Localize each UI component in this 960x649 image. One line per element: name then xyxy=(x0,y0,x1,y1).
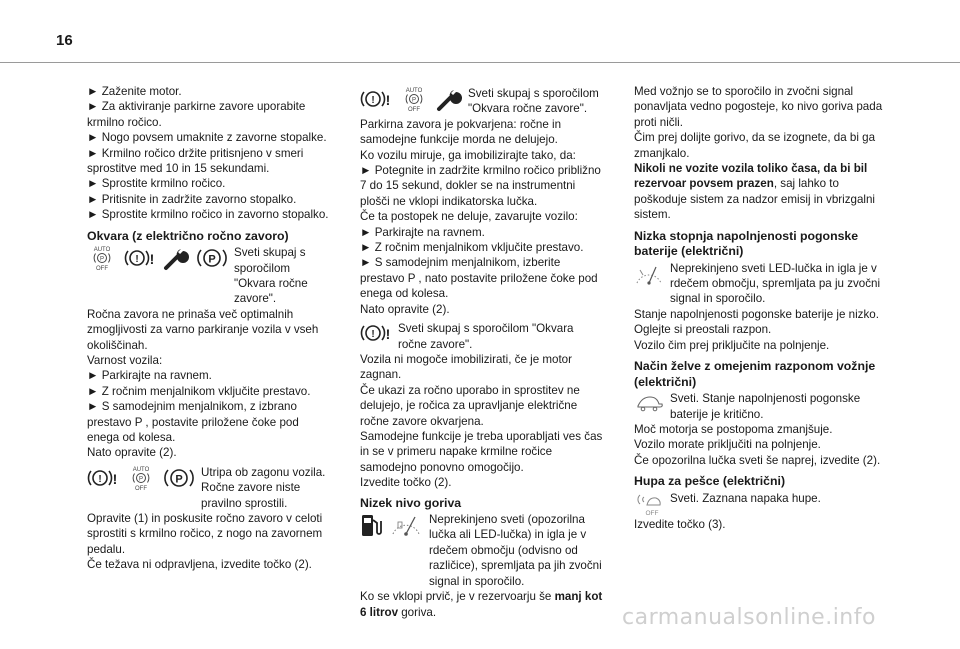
warning-text: Sveti. Stanje napolnjenosti pogonske baterije je kritično. xyxy=(670,392,861,421)
svg-text:P: P xyxy=(208,253,216,266)
svg-text:AUTO: AUTO xyxy=(405,88,423,94)
svg-text:OFF: OFF xyxy=(96,266,108,272)
watermark: carmanualsonline.info xyxy=(622,605,876,630)
warning-icons xyxy=(87,245,228,271)
fuel-pump-icon xyxy=(360,512,382,538)
warning-icons xyxy=(360,86,462,112)
brake-fault-icon xyxy=(360,321,392,345)
body-line: Če opozorilna lučka sveti še naprej, izvedite (2). xyxy=(634,453,881,467)
warning-icons xyxy=(634,261,664,287)
warning-text: Sveti skupaj s sporočilom "Okvara ročne zavore". xyxy=(468,87,599,116)
body-line: Izvedite točko (3). xyxy=(634,517,726,531)
auto-off-brake-icon xyxy=(87,245,117,271)
step-line: ► Krmilno ročico držite pritisnjeno v smeri sprostitve med 10 in 15 sekundami. xyxy=(87,146,304,176)
step-line: ► Parkirajte na ravnem. xyxy=(87,369,212,383)
emphasis: manj kot 6 litrov xyxy=(360,590,603,619)
header-rule xyxy=(0,62,960,63)
body-line: Stanje napolnjenosti pogonske baterije je nizko. Oglejte si preostali razpon. xyxy=(634,307,879,337)
warning-block xyxy=(634,391,888,422)
step-line: ► Z ročnim menjalnikom vključite prestavo. xyxy=(87,384,311,398)
emphasis: Nikoli ne vozite vozila toliko časa, da bi bil rezervoar povsem prazen xyxy=(634,162,868,191)
brake-fault-icon xyxy=(87,466,119,490)
warning-icons xyxy=(634,491,664,517)
body-line: Ročna zavora ne prinaša več optimalnih zmogljivosti za varno parkiranje vozila v vseh okoliščinah. xyxy=(87,307,319,352)
page-number: 16 xyxy=(56,32,73,49)
body-line: Ko se vklopi prvič, je v rezervoarju še manj kot 6 litrov goriva. xyxy=(360,590,603,619)
svg-text:P: P xyxy=(411,97,417,104)
warning-text: Sveti. Zaznana napaka hupe. xyxy=(670,491,821,505)
step-line: ► Sprostite krmilno ročico in zavorno stopalko. xyxy=(87,208,329,222)
section-heading-turtle-mode: Način želve z omejenim razponom vožnje (električni) xyxy=(634,359,876,389)
svg-text:!: ! xyxy=(135,254,139,266)
pedestrian-horn-off-icon xyxy=(634,491,664,517)
svg-text:OFF: OFF xyxy=(135,485,147,491)
svg-text:AUTO: AUTO xyxy=(93,247,111,254)
body-line: Med vožnjo se to sporočilo in zvočni signal ponavljata vedno pogosteje, ko nivo goriva pada proti ničli. xyxy=(634,85,883,129)
step-line: ► Z ročnim menjalnikom vključite prestavo. xyxy=(360,241,584,255)
body-line: Izvedite točko (2). xyxy=(360,476,452,490)
warning-block xyxy=(360,512,605,589)
battery-gauge-icon xyxy=(634,261,664,287)
body-line: Če ta postopek ne deluje, zavarujte vozilo: xyxy=(360,210,578,224)
warning-text: Utripa ob zagonu vozila. Ročne zavore niste pravilno sprostili. xyxy=(201,465,326,510)
warning-block xyxy=(87,465,332,511)
wrench-icon xyxy=(163,245,189,271)
step-line: ► S samodejnim menjalnikom, izberite prestavo P , nato postavite priložene čoke pod enega od kolesa. xyxy=(360,256,598,301)
body-line: Če težava ni odpravljena, izvedite točko (2). xyxy=(87,558,312,572)
column-1 xyxy=(87,84,332,573)
warning-text: Neprekinjeno sveti LED-lučka in igla je v rdečem območju, spremljata pa ju zvočni signal in sporočilo. xyxy=(670,261,881,306)
section-heading-fuel: Nizek nivo goriva xyxy=(360,495,462,510)
warning-block xyxy=(87,245,332,307)
brake-fault-icon xyxy=(360,87,392,111)
parking-brake-icon xyxy=(196,246,228,270)
step-line: ► Potegnite in zadržite krmilno ročico približno 7 do 15 sekund, dokler se na instrumentni plošči ne vklopi indikatorska lučka. xyxy=(360,164,601,208)
fuel-gauge-icon xyxy=(389,512,423,538)
warning-block xyxy=(634,491,888,517)
step-line: ► Parkirajte na ravnem. xyxy=(360,225,485,239)
svg-text:OFF: OFF xyxy=(408,107,420,112)
wrench-icon xyxy=(436,86,462,112)
step-line: ► Nogo povsem umaknite z zavorne stopalke. xyxy=(87,131,327,145)
body-line: Moč motorja se postopoma zmanjšuje. xyxy=(634,422,833,436)
warning-icons xyxy=(360,512,423,538)
svg-text:!: ! xyxy=(149,251,155,268)
auto-off-brake-icon xyxy=(399,86,429,112)
body-line: Varnost vozila: xyxy=(87,354,163,367)
warning-text: Neprekinjeno sveti (opozorilna lučka ali LED-lučka) in igla je v rdečem območju (odvisno od različice), spremljata pa jih zvočni signal in sporočilo. xyxy=(429,513,602,588)
svg-text:P: P xyxy=(175,473,183,486)
column-3 xyxy=(634,84,888,532)
body-line: Čim prej dolijte gorivo, da se izognete, da bi ga zmanjkalo. xyxy=(634,131,876,160)
section-heading-pedestrian-horn: Hupa za pešce (električni) xyxy=(634,474,786,489)
svg-text:P: P xyxy=(138,476,144,483)
body-line: Vozila ni mogoče imobilizirati, če je motor zagnan. xyxy=(360,352,572,382)
body-line: Nato opravite (2). xyxy=(87,446,177,460)
body-line: Opravite (1) in poskusite ročno zavoro v celoti sprostiti s krmilno ročico, z nogo na zavornem pedalu. xyxy=(87,512,323,556)
body-line: Samodejne funkcije je treba uporabljati ves čas in se v primeru napake krmilne ročice samodejno ponovno omogočijo. xyxy=(360,429,603,474)
step-line: ► Sprostite krmilno ročico. xyxy=(87,177,226,191)
warning-icons xyxy=(634,391,664,413)
body-line: Vozilo morate priključiti na polnjenje. xyxy=(634,438,821,452)
brake-fault-icon xyxy=(124,246,156,270)
body-line: Nikoli ne vozite vozila toliko časa, da bi bil rezervoar povsem prazen, saj lahko to poškoduje sistem za nadzor emisij in vbrizgalni sistem. xyxy=(634,162,876,222)
step-line: ► S samodejnim menjalnikom, z izbrano prestavo P , postavite priložene čoke pod enega od kolesa. xyxy=(87,400,299,445)
body-line: Če ukazi za ročno uporabo in sprostitev ne delujejo, je ročica za upravljanje električne ročne zavore okvarjena. xyxy=(360,383,580,428)
parking-brake-icon xyxy=(163,466,195,490)
column-2 xyxy=(360,86,605,620)
warning-text: Sveti skupaj s sporočilom "Okvara ročne zavore". xyxy=(234,246,308,306)
svg-text:!: ! xyxy=(371,95,375,106)
warning-icons xyxy=(360,321,392,345)
svg-text:!: ! xyxy=(112,470,118,487)
body-line: Ko vozilu miruje, ga imobilizirajte tako, da: xyxy=(360,148,576,162)
turtle-icon xyxy=(634,391,664,413)
svg-text:!: ! xyxy=(371,329,375,341)
step-line: ► Zaženite motor. xyxy=(87,85,182,98)
svg-text:OFF: OFF xyxy=(645,509,659,517)
body-line: Parkirna zavora je pokvarjena: ročne in samodejne funkcije morda ne delujejo. xyxy=(360,117,562,147)
svg-text:!: ! xyxy=(98,473,102,485)
warning-block xyxy=(360,86,605,117)
svg-text:P: P xyxy=(99,256,105,263)
svg-text:!: ! xyxy=(385,92,391,108)
warning-text: Sveti skupaj s sporočilom "Okvara ročne zavore". xyxy=(398,322,574,351)
body-line: Vozilo čim prej priključite na polnjenje. xyxy=(634,338,830,352)
warning-block xyxy=(360,321,605,352)
section-heading-malfunction: Okvara (z električno ročno zavoro) xyxy=(87,228,289,243)
step-line: ► Pritisnite in zadržite zavorno stopalko. xyxy=(87,192,297,206)
warning-block xyxy=(634,261,888,307)
warning-icons xyxy=(87,465,195,491)
svg-text:AUTO: AUTO xyxy=(132,466,150,473)
body-line: Nato opravite (2). xyxy=(360,302,450,316)
auto-off-brake-icon xyxy=(126,465,156,491)
svg-text:!: ! xyxy=(385,326,391,343)
section-heading-battery: Nizka stopnja napolnjenosti pogonske baterije (električni) xyxy=(634,228,859,259)
step-line: ► Za aktiviranje parkirne zavore uporabite krmilno ročico. xyxy=(87,100,306,129)
